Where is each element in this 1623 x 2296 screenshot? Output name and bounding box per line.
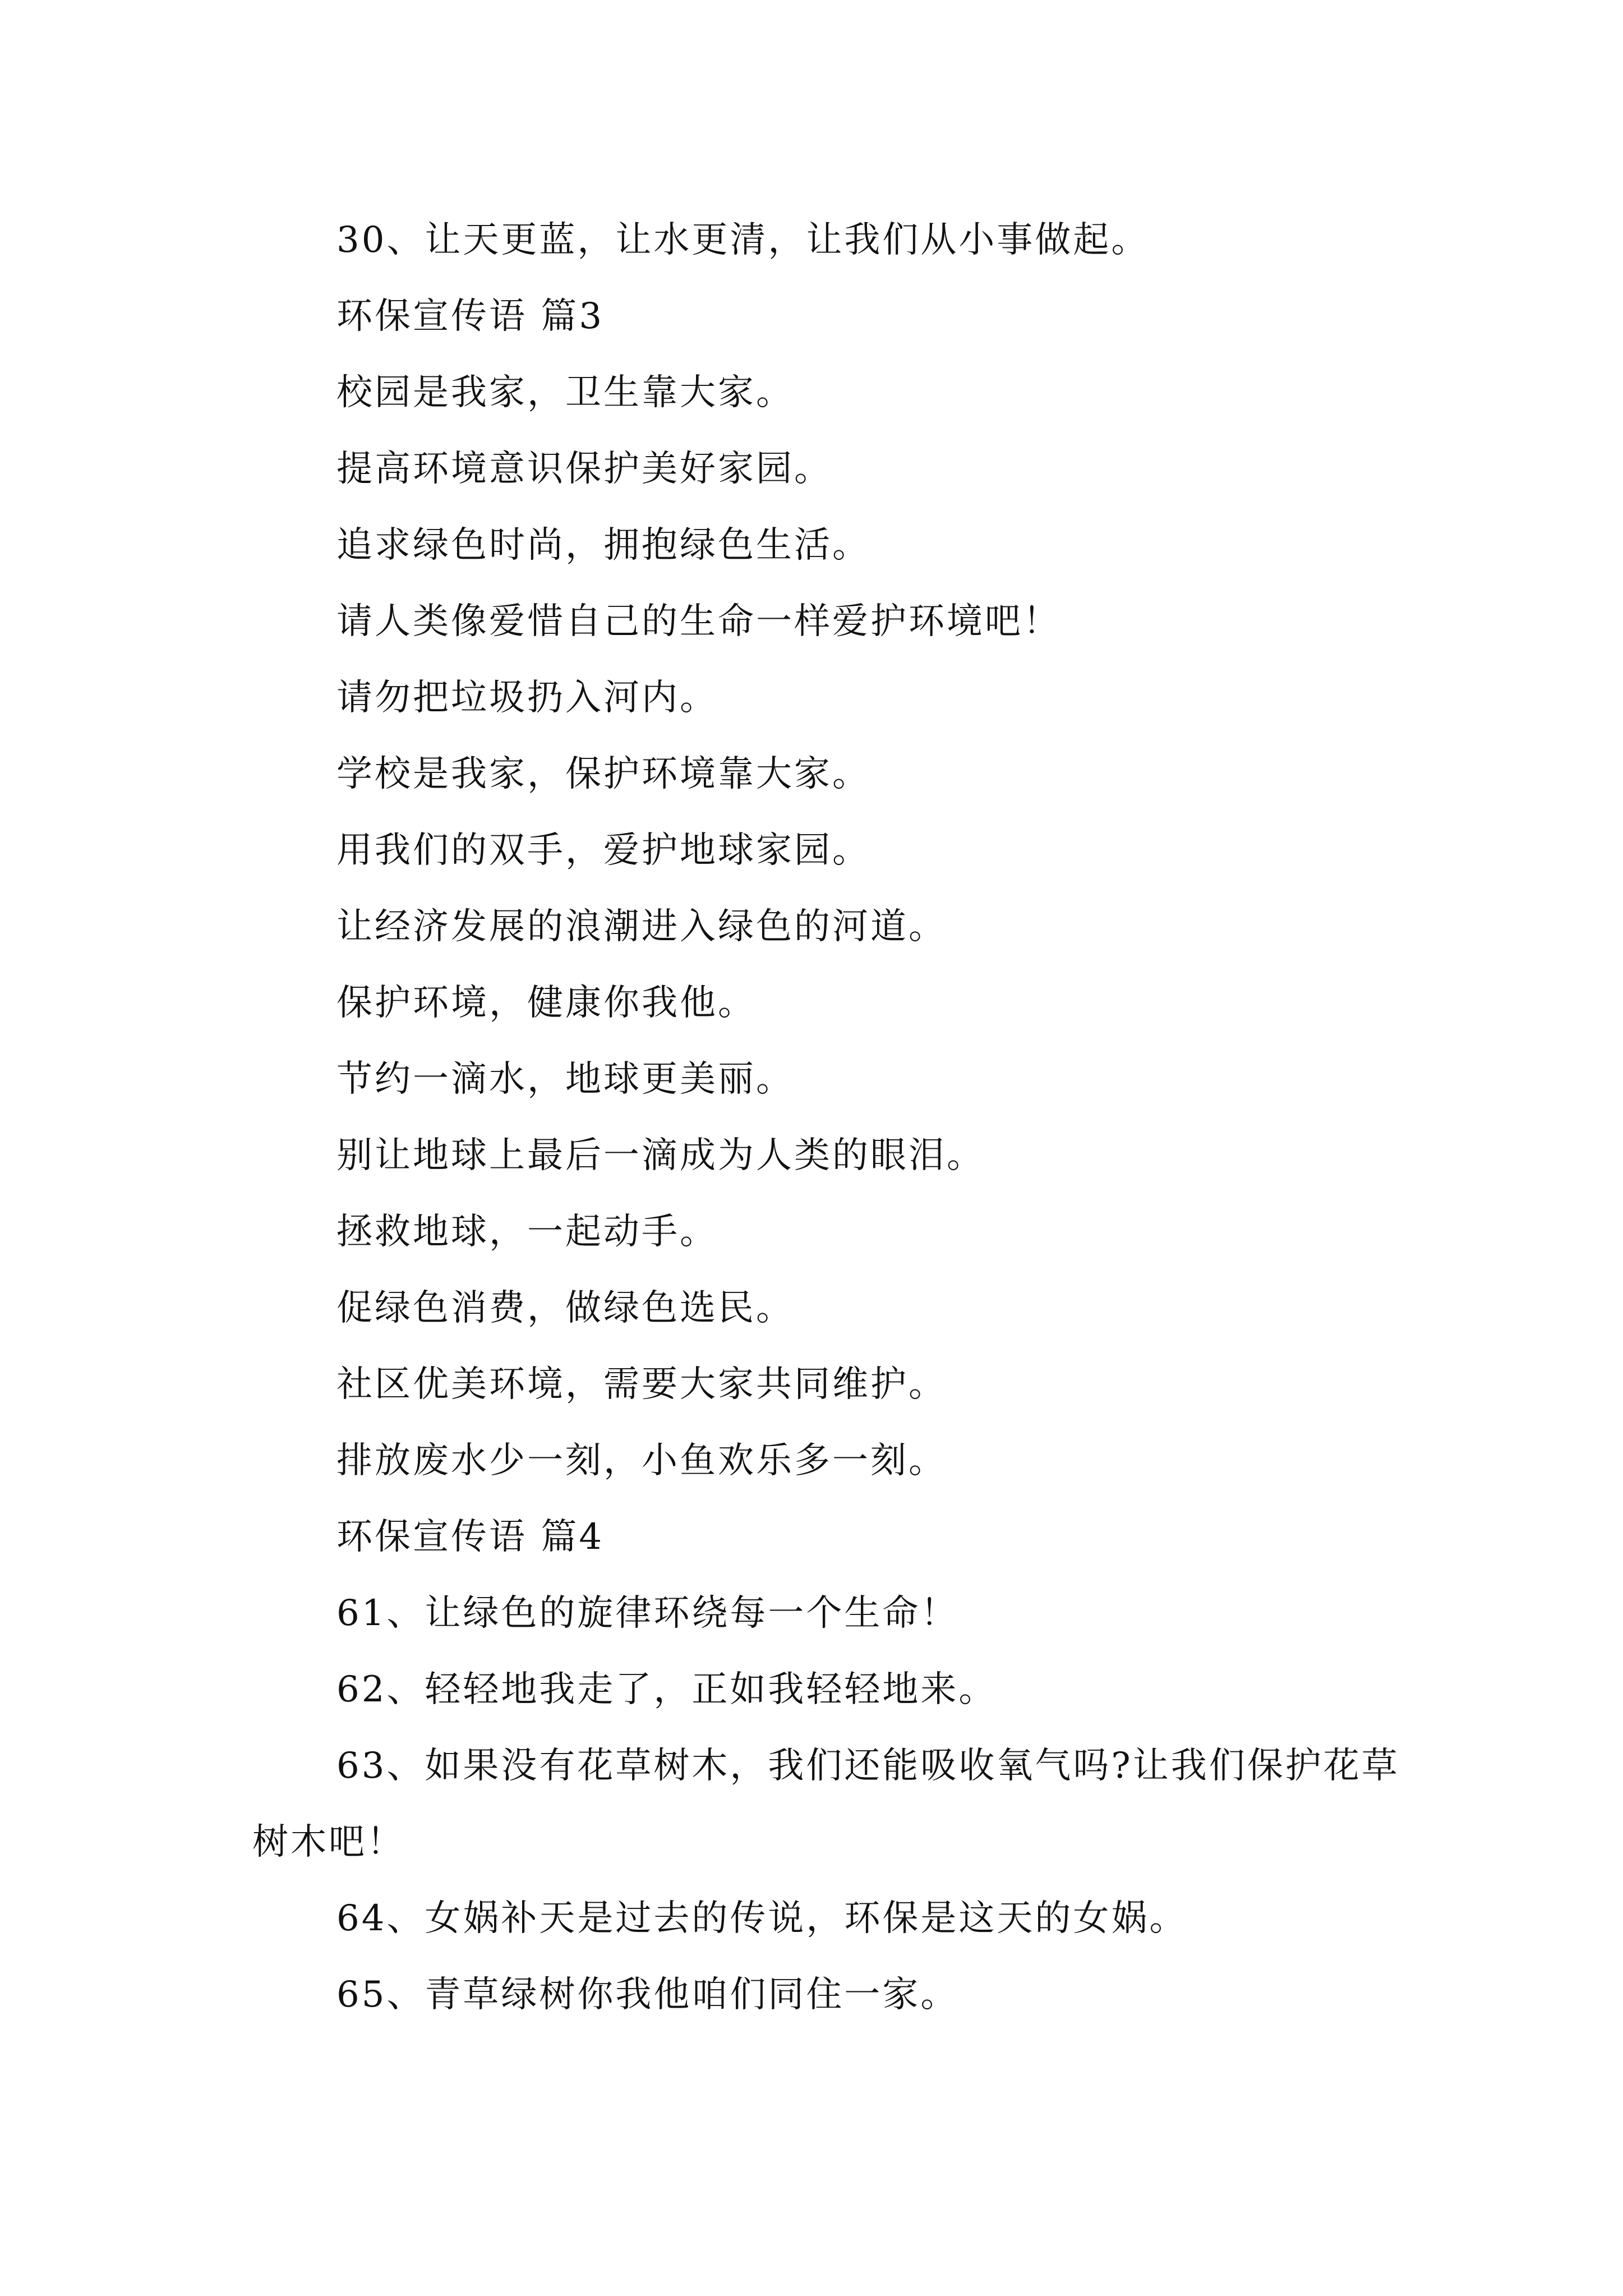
slogan-paragraph: 63、如果没有花草树木，我们还能吸收氧气吗?让我们保护花草树木吧！	[252, 1745, 1400, 1863]
slogan-line: 请人类像爱惜自己的生命一样爱护环境吧！	[336, 601, 1061, 642]
slogan-line: 别让地球上最后一滴成为人类的眼泪。	[336, 1135, 985, 1176]
slogan-line: 30、让天更蓝，让水更清，让我们从小事做起。	[336, 219, 1150, 261]
slogan-line: 61、让绿色的旋律环绕每一个生命！	[336, 1593, 959, 1634]
slogan-line: 用我们的双手，爱护地球家园。	[336, 830, 870, 871]
slogan-line: 追求绿色时尚，拥抱绿色生活。	[336, 524, 870, 566]
slogan-line: 促绿色消费，做绿色选民。	[336, 1287, 794, 1329]
slogan-line: 让经济发展的浪潮进入绿色的河道。	[336, 906, 947, 947]
slogan-line: 校园是我家，卫生靠大家。	[336, 372, 794, 413]
slogan-line: 提高环境意识保护美好家园。	[336, 448, 832, 490]
section-heading: 环保宣传语 篇4	[336, 1516, 605, 1558]
slogan-line: 62、轻轻地我走了，正如我轻轻地来。	[336, 1669, 997, 1710]
slogan-line: 排放废水少一刻，小鱼欢乐多一刻。	[336, 1440, 947, 1481]
slogan-line: 节约一滴水，地球更美丽。	[336, 1059, 794, 1100]
slogan-line: 64、女娲补天是过去的传说，环保是这天的女娲。	[336, 1898, 1188, 1939]
document-body	[252, 202, 1402, 2033]
slogan-line: 社区优美环境，需要大家共同维护。	[336, 1364, 947, 1405]
section-heading: 环保宣传语 篇3	[336, 296, 605, 337]
slogan-line: 65、青草绿树你我他咱们同住一家。	[336, 1974, 959, 2016]
slogan-line: 学校是我家，保护环境靠大家。	[336, 753, 870, 795]
slogan-line: 请勿把垃圾扔入河内。	[336, 677, 718, 719]
slogan-line: 保护环境，健康你我他。	[336, 982, 756, 1024]
slogan-line: 拯救地球，一起动手。	[336, 1211, 718, 1253]
